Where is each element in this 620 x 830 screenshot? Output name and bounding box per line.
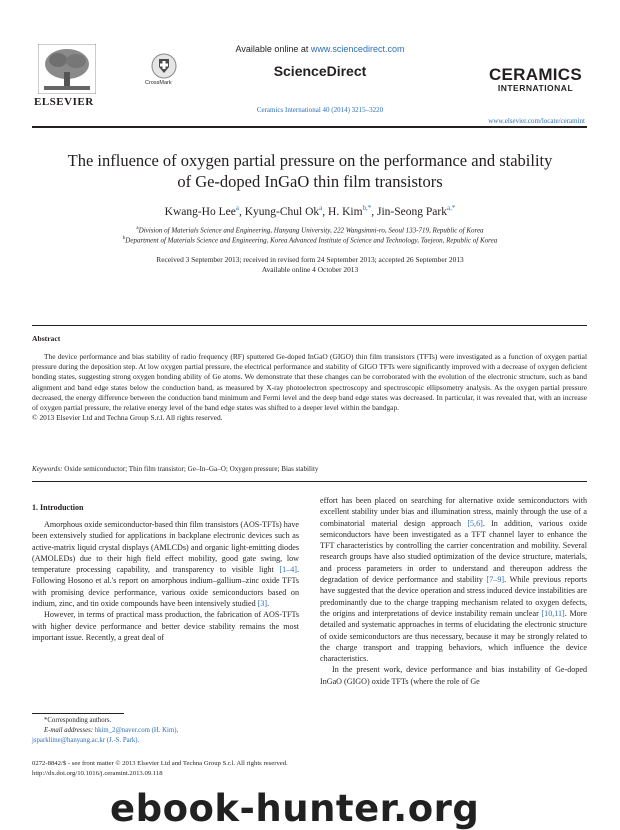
citation-link[interactable]: [3] [257, 599, 268, 609]
author-list: Kwang-Ho Lee$^a$, Kyung-Chul Ok$^a$, H. Kim$^{b,*}$, Jin-Seong Park$^{a,*}$ [164, 204, 456, 218]
title-line-2: of Ge-doped InGaO thin film transistors [177, 172, 443, 191]
sciencedirect-brand: ScienceDirect [273, 63, 367, 79]
affiliation-a: $^a$Division of Materials Science and Engineering, Hanyang University, 222 Wangsimni-ro, Seoul 133-719, Republic of Korea [136, 226, 484, 235]
issn-line: 0272-8842/$ - see front matter © 2013 Elsevier Ltd and Techna Group S.r.l. All rights reserved. [32, 760, 288, 767]
available-prefix: Available online at [235, 44, 311, 54]
corresponding-label: *Corresponding authors. [44, 717, 112, 724]
email-label: E-mail addresses: [44, 727, 94, 734]
front-matter-info [32, 759, 587, 778]
affiliation-b: $^b$Department of Materials Science and Engineering, Korea Advanced Institute of Science and Technology, Taejeon, Republic of Korea [122, 236, 498, 245]
available-online [210, 44, 430, 54]
crossmark-icon[interactable] [150, 52, 178, 80]
author[interactable]: H. Kim$^{b,*}$ [328, 204, 372, 218]
sciencedirect-link[interactable]: www.sciencedirect.com [310, 44, 405, 54]
paragraph: effort has been placed on searching for alternative oxide semiconductors with excellent stability under bias and illumination stress, mainly through the use of a combinatorial material design approach [5,6]. In addition, various oxide semiconductors have been investigated as a TFT channel layer to enhance the TFT characteristics by controlling the carrier concentration and mobility. Several research groups have also studied optimization of the device structure, materials, and process parameters in order to understand and thereupon address the degradation of device performance and stability [7–9]. While previous reports have suggested that the device operation and stress induced device instabilities are predominantly due to the charge trapping mechanism related to oxygen defects, the origins and interpretations of device instability remain unclear [10,11]. More detailed and systematic approaches in terms of elucidating the electronic structure of oxide semiconductors are thus necessary, because it may be strongly related to the charge transport and trapping behaviors, which influence the device characteristics. [320, 496, 587, 664]
citation-link[interactable]: [1–4] [279, 565, 297, 575]
crossmark-label: CrossMark [145, 80, 172, 86]
header-divider [32, 126, 587, 128]
email-link[interactable]: jsparklime@hanyang.ac.kr (J.-S. Park). [32, 737, 140, 744]
watermark: ebook-hunter.org [110, 787, 480, 830]
title-line-1: The influence of oxygen partial pressure on the performance and stability [67, 151, 553, 170]
journal-name-line2: INTERNATIONAL [497, 83, 574, 93]
citation-link[interactable]: [7–9] [486, 575, 505, 585]
available-online-date: Available online 4 October 2013 [261, 265, 359, 274]
paragraph: However, in terms of practical mass production, the fabrication of AOS-TFTs with higher device performance and better device stability remains the most important issue. Recently, a great deal of [32, 610, 299, 642]
copyright-line: © 2013 Elsevier Ltd and Techna Group S.r.l. All rights reserved. [32, 413, 223, 423]
body-column-right [320, 495, 587, 687]
abstract-body [32, 352, 587, 423]
journal-citation[interactable]: Ceramics International 40 (2014) 3215–3220 [256, 106, 384, 114]
body-column-left [32, 519, 299, 643]
author[interactable]: Kwang-Ho Lee$^a$ [164, 204, 239, 218]
email-link[interactable]: hkim_2@naver.com (H. Kim), [94, 727, 179, 734]
abstract-heading: Abstract [32, 334, 61, 343]
elsevier-tree-logo [38, 44, 96, 94]
paragraph: Amorphous oxide semiconductor-based thin film transistors (AOS-TFTs) have been extensively studied for applications in backplane electronic devices such as active-matrix liquid crystal displays (AMLCDs) and organic light-emitting diodes (AMOLEDs) due to their high field effect mobility, good gate swing, low temperature processing capability, and transparency to visible light [1–4]. Following Hosono et al.'s report on amorphous indium–gallium–zinc oxide TFTs with promising device performance, various oxide semiconductors based on indium, zinc, and tin oxide compounds have been intensively studied [3]. [32, 520, 299, 609]
abstract-paragraph: The device performance and bias stability of radio frequency (RF) sputtered Ge-doped InGaO (GIGO) thin film transistors (TFTs) were investigated as a function of oxygen partial pressure during the deposition step. At low oxygen partial pressure, the electrical performance and stability of GIGO TFTs were significantly improved with a decrease of oxygen deficient bonding states, suggesting strong oxygen bonding ability of Ge atoms. We demonstrate that these changes can be corroborated with the evolution of the electronic structure, such as band alignment and band edge states below the conduction band, as measured by X-ray photoelectron spectroscopy and spectroscopic ellipsometry analysis. As the oxygen partial pressure decreased, the energy difference between the conduction band minimum and Fermi level and the deep band edge states was decreased. In particular, it was revealed that, with an increase of oxygen partial pressure, the relative energy level of the band edge states was shifted to a deeper level within the bandgap. [32, 352, 587, 413]
footnote-divider [32, 713, 124, 714]
abstract-bottom-divider [32, 481, 587, 482]
journal-homepage-link[interactable]: www.elsevier.com/locate/ceramint [488, 117, 585, 125]
author[interactable]: Kyung-Chul Ok$^a$ [244, 204, 323, 218]
keywords-label: Keywords: [32, 465, 63, 473]
corresponding-author-footnote [32, 716, 299, 746]
section-heading-introduction: 1. Introduction [32, 503, 84, 512]
citation-link[interactable]: [10,11] [541, 608, 565, 618]
received-dates: Received 3 September 2013; received in revised form 24 September 2013; accepted 26 September 2013 [156, 255, 464, 264]
abstract-top-divider [32, 325, 587, 326]
doi-line[interactable]: http://dx.doi.org/10.1016/j.ceramint.2013.09.118 [32, 769, 163, 777]
paragraph: In the present work, device performance and bias instability of Ge-doped InGaO (GIGO) oxide TFTs (where the role of Ge [320, 665, 587, 686]
journal-name-line1: CERAMICS [488, 65, 583, 84]
keywords-list: Oxide semiconductor; Thin film transistor; Ge–In–Ga–O; Oxygen pressure; Bias stability [62, 465, 319, 473]
citation-link[interactable]: [5,6] [467, 518, 483, 528]
keywords [32, 465, 587, 473]
author[interactable]: Jin-Seong Park$^{a,*}$ [377, 204, 456, 218]
publisher-name: ELSEVIER [34, 96, 94, 108]
article-title [40, 150, 580, 192]
